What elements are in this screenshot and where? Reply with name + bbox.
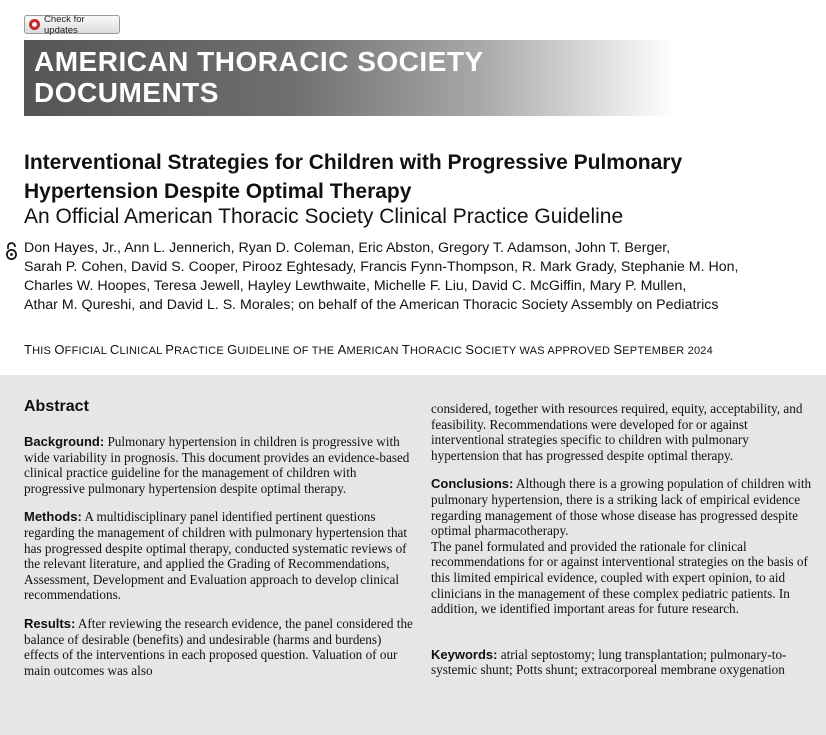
- approval-cap: T: [24, 342, 33, 357]
- approval-cap: S: [465, 342, 475, 357]
- authors-line-2: Sarah P. Cohen, David S. Cooper, Pirooz Eghtesady, Francis Fynn-Thompson, R. Mark Grady, Stephanie M. Hon,: [24, 259, 739, 275]
- abstract-conclusions: [431, 476, 816, 538]
- approval-cap: A: [337, 342, 347, 357]
- approval-cap: O: [54, 342, 65, 357]
- background-text: Pulmonary hypertension in children is progressive with wide variability in prognosis. This document provides an evidence-based clinical practice guideline for the management of children with progressive pulmonary hypertension despite optimal therapy.: [24, 434, 410, 496]
- results-text: After reviewing the research evidence, the panel considered the balance of desirable (benefits) and undesirable (harms and burdens) effects of the interventions in each proposed question. Valuation of our main outcomes was also: [24, 615, 413, 678]
- abstract-heading: Abstract: [24, 398, 89, 415]
- title-line-2: Hypertension Despite Optimal Therapy: [24, 180, 412, 203]
- journal-banner: [24, 40, 674, 116]
- abstract-background: [24, 434, 416, 496]
- approval-cap: P: [165, 342, 175, 357]
- approval-rest: FFICIAL: [64, 345, 110, 357]
- approval-rest: MERICAN: [346, 345, 402, 357]
- authors-line-1: Don Hayes, Jr., Ann L. Jennerich, Ryan D. Coleman, Eric Abston, Gregory T. Adamson, John T. Berger,: [24, 240, 671, 256]
- approval-rest: UIDELINE OF THE: [237, 345, 338, 357]
- authors-line-3: Charles W. Hoopes, Teresa Jewell, Hayley Lewthwaite, Michelle F. Liu, David C. McGiffin, Mary P. Mullen,: [24, 278, 687, 294]
- abstract-left-column: [24, 434, 416, 691]
- approval-rest: OCIETY WAS APPROVED: [474, 345, 614, 357]
- approval-rest: HORACIC: [410, 345, 466, 357]
- approval-cap: T: [401, 342, 411, 357]
- keywords-text: atrial septostomy; lung transplantation; pulmonary-to-systemic shunt; Potts shunt; extracorporeal membrane oxygenation: [431, 646, 787, 678]
- keywords-label: Keywords:: [431, 646, 498, 662]
- authors-line-4: Athar M. Qureshi, and David L. S. Morales; on behalf of the American Thoracic Society Assembly on Pediatrics: [24, 297, 719, 313]
- approval-rest: LINICAL: [119, 345, 166, 357]
- conclusions-text: Although there is a growing population of children with pulmonary hypertension, there is a striking lack of empirical evidence regarding management of those whose disease has progressed despite optimal pharmacotherapy.: [431, 476, 812, 539]
- article-subtitle: An Official American Thoracic Society Clinical Practice Guideline: [24, 205, 624, 228]
- methods-label: Methods:: [24, 509, 82, 525]
- banner-line-1: AMERICAN THORACIC SOCIETY: [34, 46, 484, 77]
- conclusions-label: Conclusions:: [431, 476, 514, 492]
- check-for-updates-button[interactable]: [24, 15, 120, 34]
- approval-rest: RACTICE: [174, 345, 228, 357]
- approval-cap: C: [109, 342, 120, 357]
- approval-statement: [24, 342, 713, 357]
- results-continued: considered, together with resources required, equity, acceptability, and feasibility. Recommendations were developed for or against interventional strategies specific to children with pulmonary hypertension that has progressed despite optimal therapy.: [431, 401, 803, 463]
- approval-rest: HIS: [32, 345, 55, 357]
- crossmark-icon: [29, 19, 40, 30]
- abstract-methods: [24, 509, 416, 603]
- abstract-results: [24, 616, 416, 678]
- abstract-right-column: [431, 401, 816, 678]
- methods-text: A multidisciplinary panel identified pertinent questions regarding the management of children with pulmonary hypertension that has progressed despite optimal therapy, conducted systematic reviews of the relevant literature, and applied the Grading of Recommendations, Assessment, Development and Evaluation approach to develop clinical recommendations.: [24, 509, 408, 603]
- author-list: [24, 239, 819, 315]
- approval-rest: EPTEMBER 2024: [622, 345, 713, 357]
- approval-cap: S: [613, 342, 623, 357]
- banner-line-2: DOCUMENTS: [34, 77, 219, 108]
- article-title: [24, 148, 814, 206]
- open-access-icon: [5, 242, 18, 261]
- abstract-keywords: [431, 647, 816, 678]
- title-line-1: Interventional Strategies for Children with Progressive Pulmonary: [24, 151, 683, 174]
- conclusions-text-2: The panel formulated and provided the rationale for clinical recommendations for or against interventional strategies on the basis of this limited empirical evidence, coupled with expert opinion, to aid clinicians in the management of these complex pediatric patients. In addition, we identified important areas for future research.: [431, 538, 808, 617]
- check-for-updates-label: Check for updates: [44, 13, 85, 36]
- approval-cap: G: [227, 342, 238, 357]
- background-label: Background:: [24, 434, 105, 449]
- banner-title: [34, 46, 484, 108]
- results-label: Results:: [24, 615, 76, 631]
